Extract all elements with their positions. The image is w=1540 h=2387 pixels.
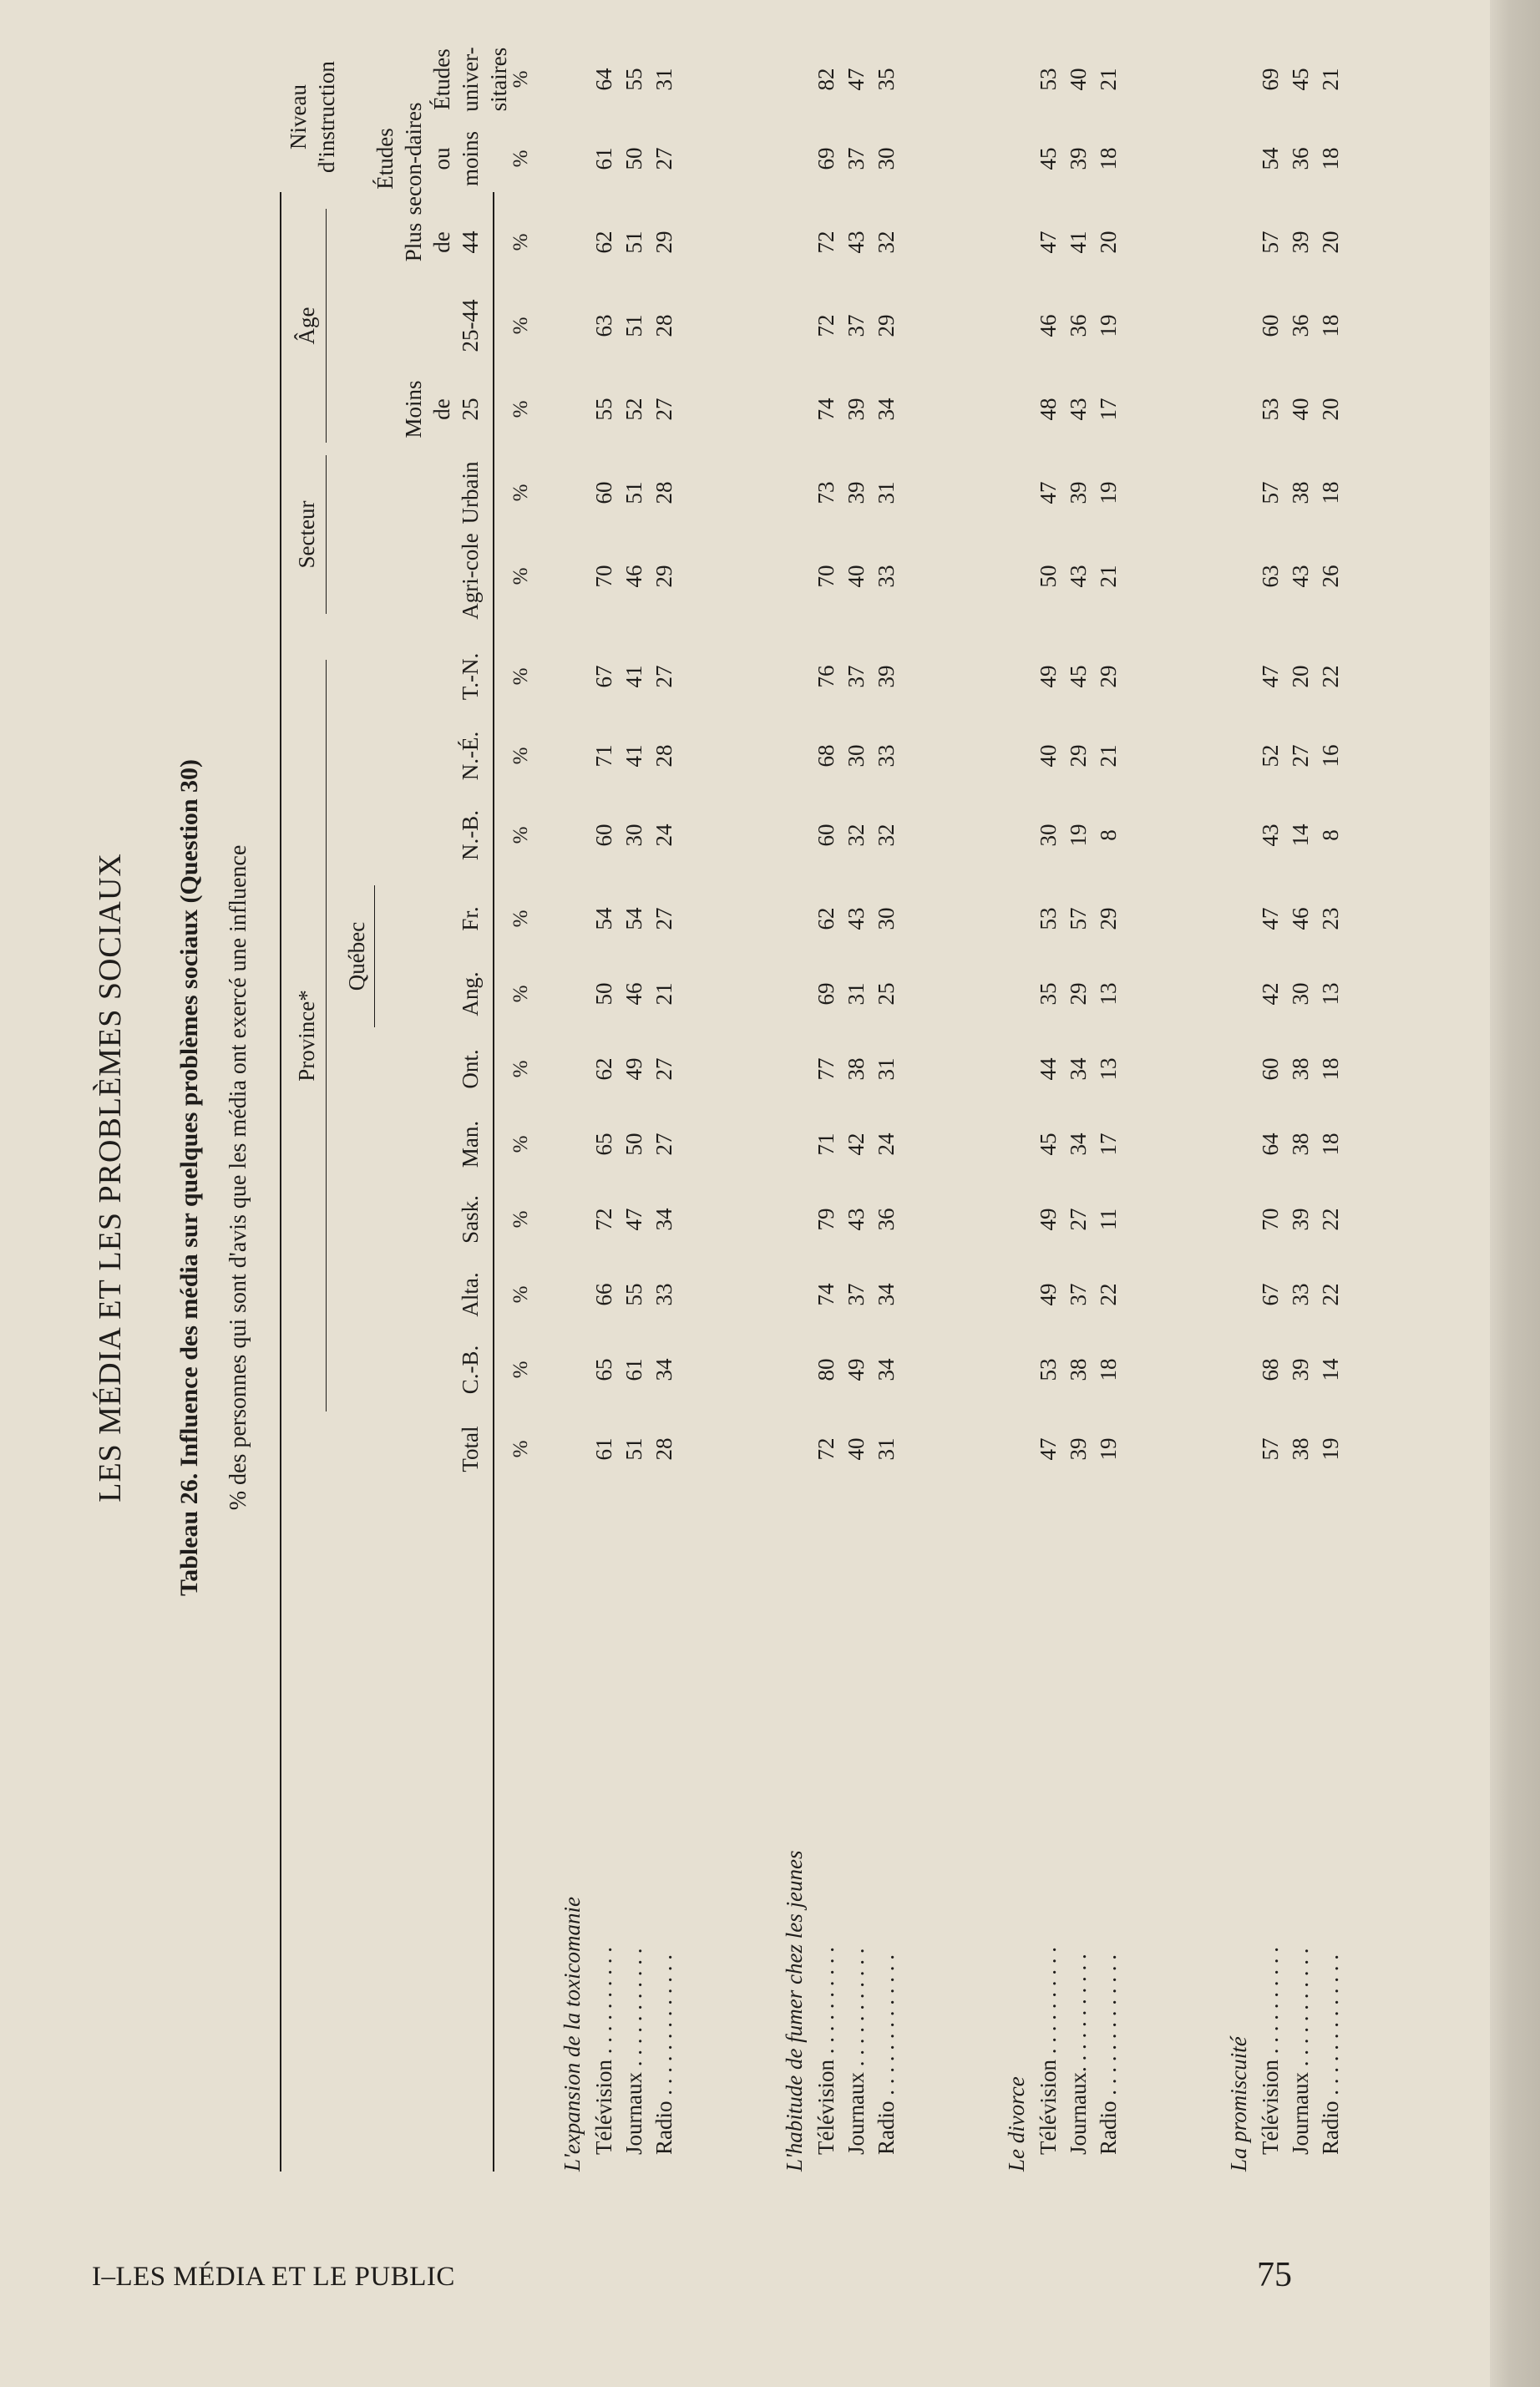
table-cell: 47 [1258, 907, 1283, 930]
table-cell: 34 [1066, 1057, 1091, 1081]
table-cell: 21 [1318, 68, 1343, 91]
table-cell: 19 [1318, 1437, 1343, 1461]
table-cell: 65 [591, 1133, 616, 1156]
percent-sign: % [509, 70, 532, 89]
table-cell: 53 [1036, 1358, 1061, 1381]
province-rule [326, 660, 327, 1411]
table-cell: 60 [813, 824, 838, 847]
table-cell: 44 [1036, 1057, 1061, 1081]
table-cell: 61 [591, 147, 616, 170]
table-cell: 20 [1288, 665, 1313, 688]
table-cell: 63 [1258, 565, 1283, 588]
running-footer: I–LES MÉDIA ET LE PUBLIC [92, 2262, 455, 2292]
column-header: N.-B. [458, 810, 483, 860]
percent-sign: % [509, 233, 532, 251]
table-cell: 57 [1258, 1437, 1283, 1461]
table-cell: 18 [1096, 1358, 1121, 1381]
column-header: Plus de 44 [401, 222, 483, 262]
row-label: Télévision . . . . . . . . . . [591, 1947, 616, 2155]
table-cell: 19 [1096, 314, 1121, 337]
table-cell: 36 [1288, 314, 1313, 337]
table-cell: 18 [1318, 314, 1343, 337]
table-cell: 64 [1258, 1133, 1283, 1156]
table-cell: 71 [591, 744, 616, 768]
table-cell: 60 [1258, 314, 1283, 337]
table-cell: 53 [1036, 68, 1061, 91]
table-cell: 29 [651, 231, 676, 254]
table-cell: 70 [813, 565, 838, 588]
table-cell: 18 [1318, 147, 1343, 170]
column-header: Ang. [458, 971, 483, 1016]
percent-sign: % [509, 484, 532, 502]
percent-sign: % [509, 317, 532, 335]
table-cell: 20 [1318, 231, 1343, 254]
table-cell: 36 [874, 1208, 899, 1231]
table-cell: 13 [1096, 1057, 1121, 1081]
table-cell: 74 [813, 398, 838, 421]
table-cell: 18 [1318, 1133, 1343, 1156]
row-label: Télévision . . . . . . . . . . [1036, 1947, 1061, 2155]
column-header: Études univer-sitaires [429, 47, 511, 112]
percent-sign: % [509, 1440, 532, 1458]
table-cell: 69 [813, 147, 838, 170]
column-header: Man. [458, 1120, 483, 1168]
table-cell: 38 [1066, 1358, 1091, 1381]
table-cell: 40 [843, 565, 869, 588]
table-cell: 71 [813, 1133, 838, 1156]
table-subcaption: % des personnes qui sont d'avis que les média ont exercé une influence [225, 844, 251, 1511]
table-cell: 74 [813, 1283, 838, 1306]
table-cell: 47 [1258, 665, 1283, 688]
table-cell: 41 [621, 744, 646, 768]
row-label: Radio . . . . . . . . . . . . . [1096, 1954, 1121, 2155]
row-label: Télévision . . . . . . . . . . [813, 1947, 838, 2155]
table-cell: 27 [651, 147, 676, 170]
percent-sign: % [509, 1135, 532, 1153]
table-cell: 79 [813, 1208, 838, 1231]
table-cell: 49 [1036, 665, 1061, 688]
column-header: N.-É. [458, 731, 483, 781]
table-cell: 37 [843, 665, 869, 688]
row-label: Télévision . . . . . . . . . . [1258, 1947, 1283, 2155]
group-header-province: Province* [294, 990, 319, 1082]
percent-sign: % [509, 1210, 532, 1229]
table-cell: 26 [1318, 565, 1343, 588]
table-cell: 34 [1066, 1133, 1091, 1156]
column-header: Total [458, 1426, 483, 1472]
table-cell: 39 [843, 398, 869, 421]
table-cell: 28 [651, 314, 676, 337]
table-cell: 37 [843, 1283, 869, 1306]
table-cell: 41 [1066, 231, 1091, 254]
table-cell: 52 [621, 398, 646, 421]
column-header: 25-44 [458, 299, 483, 352]
table-cell: 45 [1066, 665, 1091, 688]
table-cell: 30 [874, 907, 899, 930]
page-number: 75 [1257, 2256, 1292, 2294]
table-cell: 82 [813, 68, 838, 91]
column-header: Moins de 25 [401, 380, 483, 438]
table-cell: 46 [621, 982, 646, 1006]
table-cell: 24 [874, 1133, 899, 1156]
column-header: Fr. [458, 906, 483, 931]
column-header: Urbain [458, 461, 483, 525]
section-title: Le divorce [1004, 2076, 1029, 2172]
table-cell: 30 [1288, 982, 1313, 1006]
table-cell: 65 [591, 1358, 616, 1381]
column-header: Sask. [458, 1195, 483, 1244]
table-cell: 77 [813, 1057, 838, 1081]
table-cell: 22 [1318, 665, 1343, 688]
page-title: LES MÉDIA ET LES PROBLÈMES SOCIAUX [93, 853, 128, 1503]
table-cell: 54 [591, 907, 616, 930]
table-cell: 68 [813, 744, 838, 768]
table-cell: 18 [1318, 1057, 1343, 1081]
quebec-rule [374, 885, 375, 1027]
age-rule [326, 209, 327, 443]
table-cell: 49 [1036, 1283, 1061, 1306]
table-cell: 24 [651, 824, 676, 847]
table-cell: 40 [843, 1437, 869, 1461]
table-header-rule [493, 192, 494, 2172]
table-cell: 38 [1288, 481, 1313, 504]
table-cell: 47 [843, 68, 869, 91]
table-cell: 27 [651, 1057, 676, 1081]
table-cell: 19 [1096, 1437, 1121, 1461]
section-title: L'habitude de fumer chez les jeunes [782, 1850, 807, 2172]
percent-sign: % [509, 400, 532, 418]
table-cell: 33 [651, 1283, 676, 1306]
table-cell: 57 [1258, 481, 1283, 504]
table-cell: 62 [591, 231, 616, 254]
row-label: Journaux. . . . . . . . . . . [1066, 1954, 1091, 2155]
page-fold [1490, 0, 1540, 2387]
table-cell: 68 [1258, 1358, 1283, 1381]
table-cell: 60 [591, 481, 616, 504]
table-cell: 32 [874, 824, 899, 847]
table-cell: 29 [651, 565, 676, 588]
table-cell: 39 [1288, 231, 1313, 254]
secteur-rule [326, 455, 327, 614]
table-cell: 34 [874, 398, 899, 421]
table-cell: 29 [874, 314, 899, 337]
table-cell: 17 [1096, 1133, 1121, 1156]
table-cell: 28 [651, 1437, 676, 1461]
table-cell: 50 [1036, 565, 1061, 588]
table-cell: 72 [591, 1208, 616, 1231]
table-cell: 37 [1066, 1283, 1091, 1306]
table-cell: 72 [813, 314, 838, 337]
table-cell: 31 [651, 68, 676, 91]
table-cell: 72 [813, 231, 838, 254]
table-cell: 50 [591, 982, 616, 1006]
table-cell: 34 [651, 1208, 676, 1231]
table-cell: 21 [1096, 565, 1121, 588]
row-label: Radio . . . . . . . . . . . . . [874, 1954, 899, 2155]
table-cell: 51 [621, 481, 646, 504]
table-cell: 27 [1066, 1208, 1091, 1231]
percent-sign: % [509, 667, 532, 686]
column-header: Alta. [458, 1272, 483, 1317]
table-cell: 27 [651, 665, 676, 688]
percent-sign: % [509, 567, 532, 585]
table-cell: 40 [1066, 68, 1091, 91]
table-cell: 33 [874, 565, 899, 588]
table-cell: 30 [874, 147, 899, 170]
table-cell: 45 [1036, 1133, 1061, 1156]
table-cell: 69 [813, 982, 838, 1006]
table-cell: 20 [1096, 231, 1121, 254]
group-header-secteur: Secteur [294, 500, 319, 569]
table-cell: 49 [1036, 1208, 1061, 1231]
table-cell: 13 [1096, 982, 1121, 1006]
table-cell: 38 [1288, 1133, 1313, 1156]
table-cell: 61 [621, 1358, 646, 1381]
table-cell: 43 [843, 1208, 869, 1231]
table-cell: 34 [874, 1358, 899, 1381]
table-cell: 43 [1258, 824, 1283, 847]
table-cell: 47 [621, 1208, 646, 1231]
table-cell: 37 [843, 147, 869, 170]
table-cell: 35 [874, 68, 899, 91]
table-cell: 67 [1258, 1283, 1283, 1306]
table-cell: 14 [1318, 1358, 1343, 1381]
table-cell: 69 [1258, 68, 1283, 91]
table-cell: 29 [1096, 665, 1121, 688]
table-cell: 47 [1036, 481, 1061, 504]
table-cell: 67 [591, 665, 616, 688]
section-title: L'expansion de la toxicomanie [560, 1897, 585, 2172]
column-header: T.-N. [458, 652, 483, 701]
percent-sign: % [509, 1060, 532, 1078]
table-cell: 38 [1288, 1057, 1313, 1081]
table-cell: 50 [621, 147, 646, 170]
table-cell: 27 [651, 398, 676, 421]
table-cell: 30 [1036, 824, 1061, 847]
table-cell: 45 [1288, 68, 1313, 91]
table-cell: 47 [1036, 1437, 1061, 1461]
table-cell: 37 [843, 314, 869, 337]
table-cell: 60 [591, 824, 616, 847]
table-cell: 28 [651, 481, 676, 504]
table-cell: 27 [651, 1133, 676, 1156]
table-cell: 46 [1288, 907, 1313, 930]
table-cell: 35 [1036, 982, 1061, 1006]
percent-sign: % [509, 1285, 532, 1304]
table-cell: 70 [591, 565, 616, 588]
table-cell: 51 [621, 314, 646, 337]
table-cell: 31 [874, 1057, 899, 1081]
table-cell: 31 [874, 481, 899, 504]
table-cell: 49 [843, 1358, 869, 1381]
table-cell: 55 [591, 398, 616, 421]
table-cell: 60 [1258, 1057, 1283, 1081]
table-cell: 63 [591, 314, 616, 337]
table-cell: 33 [1288, 1283, 1313, 1306]
percent-sign: % [509, 747, 532, 765]
table-cell: 43 [1066, 398, 1091, 421]
table-cell: 30 [843, 744, 869, 768]
table-cell: 22 [1096, 1283, 1121, 1306]
table-cell: 11 [1096, 1209, 1121, 1230]
table-cell: 19 [1066, 824, 1091, 847]
rotated-page-content [92, 47, 1453, 2205]
table-cell: 13 [1318, 982, 1343, 1006]
table-cell: 55 [621, 68, 646, 91]
table-cell: 38 [1288, 1437, 1313, 1461]
table-cell: 25 [874, 982, 899, 1006]
table-cell: 52 [1258, 744, 1283, 768]
table-cell: 8 [1096, 829, 1121, 841]
column-header: Ont. [458, 1049, 483, 1089]
table-cell: 54 [1258, 147, 1283, 170]
table-cell: 49 [621, 1057, 646, 1081]
table-cell: 40 [1288, 398, 1313, 421]
table-cell: 18 [1096, 147, 1121, 170]
table-cell: 80 [813, 1358, 838, 1381]
table-cell: 28 [651, 744, 676, 768]
section-title: La promiscuité [1226, 2036, 1251, 2172]
table-cell: 32 [874, 231, 899, 254]
table-cell: 53 [1258, 398, 1283, 421]
row-label: Journaux . . . . . . . . . . . [621, 1948, 646, 2155]
table-cell: 53 [1036, 907, 1061, 930]
table-cell: 36 [1288, 147, 1313, 170]
table-cell: 57 [1066, 907, 1091, 930]
table-cell: 23 [1318, 907, 1343, 930]
percent-sign: % [509, 985, 532, 1003]
table-cell: 51 [621, 1437, 646, 1461]
table-cell: 21 [1096, 744, 1121, 768]
table-cell: 51 [621, 231, 646, 254]
table-cell: 45 [1036, 147, 1061, 170]
table-cell: 38 [843, 1057, 869, 1081]
table-cell: 66 [591, 1283, 616, 1306]
table-cell: 36 [1066, 314, 1091, 337]
table-cell: 43 [1066, 565, 1091, 588]
group-header-age: Âge [294, 307, 319, 345]
table-cell: 62 [591, 1057, 616, 1081]
table-cell: 29 [1096, 907, 1121, 930]
table-cell: 73 [813, 481, 838, 504]
table-cell: 39 [1288, 1358, 1313, 1381]
group-header-niveau: Niveau d'instruction [286, 61, 339, 173]
table-cell: 14 [1288, 824, 1313, 847]
table-cell: 57 [1258, 231, 1283, 254]
table-cell: 22 [1318, 1208, 1343, 1231]
table-cell: 62 [813, 907, 838, 930]
table-cell: 39 [843, 481, 869, 504]
table-cell: 34 [651, 1358, 676, 1381]
row-label: Journaux . . . . . . . . . . . [843, 1948, 869, 2155]
table-cell: 61 [591, 1437, 616, 1461]
table-cell: 34 [874, 1283, 899, 1306]
table-cell: 18 [1318, 481, 1343, 504]
table-cell: 39 [1288, 1208, 1313, 1231]
percent-sign: % [509, 1361, 532, 1379]
table-cell: 42 [1258, 982, 1283, 1006]
table-cell: 46 [1036, 314, 1061, 337]
table-cell: 42 [843, 1133, 869, 1156]
table-cell: 39 [1066, 147, 1091, 170]
table-cell: 32 [843, 824, 869, 847]
percent-sign: % [509, 910, 532, 928]
table-cell: 27 [1288, 744, 1313, 768]
table-cell: 43 [843, 907, 869, 930]
table-cell: 30 [621, 824, 646, 847]
table-cell: 47 [1036, 231, 1061, 254]
table-cell: 76 [813, 665, 838, 688]
table-cell: 50 [621, 1133, 646, 1156]
column-header: Agri-cole [458, 533, 483, 620]
table-cell: 43 [843, 231, 869, 254]
table-cell: 43 [1288, 565, 1313, 588]
table-cell: 20 [1318, 398, 1343, 421]
table-cell: 48 [1036, 398, 1061, 421]
row-label: Journaux . . . . . . . . . . . [1288, 1948, 1313, 2155]
table-cell: 72 [813, 1437, 838, 1461]
table-cell: 16 [1318, 744, 1343, 768]
table-cell: 54 [621, 907, 646, 930]
table-cell: 41 [621, 665, 646, 688]
table-cell: 29 [1066, 982, 1091, 1006]
table-cell: 31 [874, 1437, 899, 1461]
table-cell: 19 [1096, 481, 1121, 504]
row-label: Radio . . . . . . . . . . . . . [1318, 1954, 1343, 2155]
table-cell: 21 [651, 982, 676, 1006]
row-label: Radio . . . . . . . . . . . . . [651, 1954, 676, 2155]
table-cell: 31 [843, 982, 869, 1006]
column-header: Études secon-daires ou moins [372, 102, 483, 215]
table-caption: Tableau 26. Influence des média sur quelques problèmes sociaux (Question 30) [175, 758, 203, 1597]
table-cell: 46 [621, 565, 646, 588]
table-top-rule [280, 192, 281, 2172]
table-cell: 70 [1258, 1208, 1283, 1231]
table-cell: 21 [1096, 68, 1121, 91]
table-cell: 22 [1318, 1283, 1343, 1306]
percent-sign: % [509, 150, 532, 168]
table-cell: 39 [1066, 1437, 1091, 1461]
table-cell: 29 [1066, 744, 1091, 768]
table-cell: 64 [591, 68, 616, 91]
table-cell: 55 [621, 1283, 646, 1306]
column-header: C.-B. [458, 1345, 483, 1395]
table-cell: 8 [1318, 829, 1343, 841]
group-header-quebec: Québec [344, 921, 369, 991]
table-cell: 27 [651, 907, 676, 930]
table-cell: 39 [1066, 481, 1091, 504]
table-cell: 39 [874, 665, 899, 688]
table-cell: 33 [874, 744, 899, 768]
table-cell: 17 [1096, 398, 1121, 421]
percent-sign: % [509, 826, 532, 844]
table-cell: 40 [1036, 744, 1061, 768]
